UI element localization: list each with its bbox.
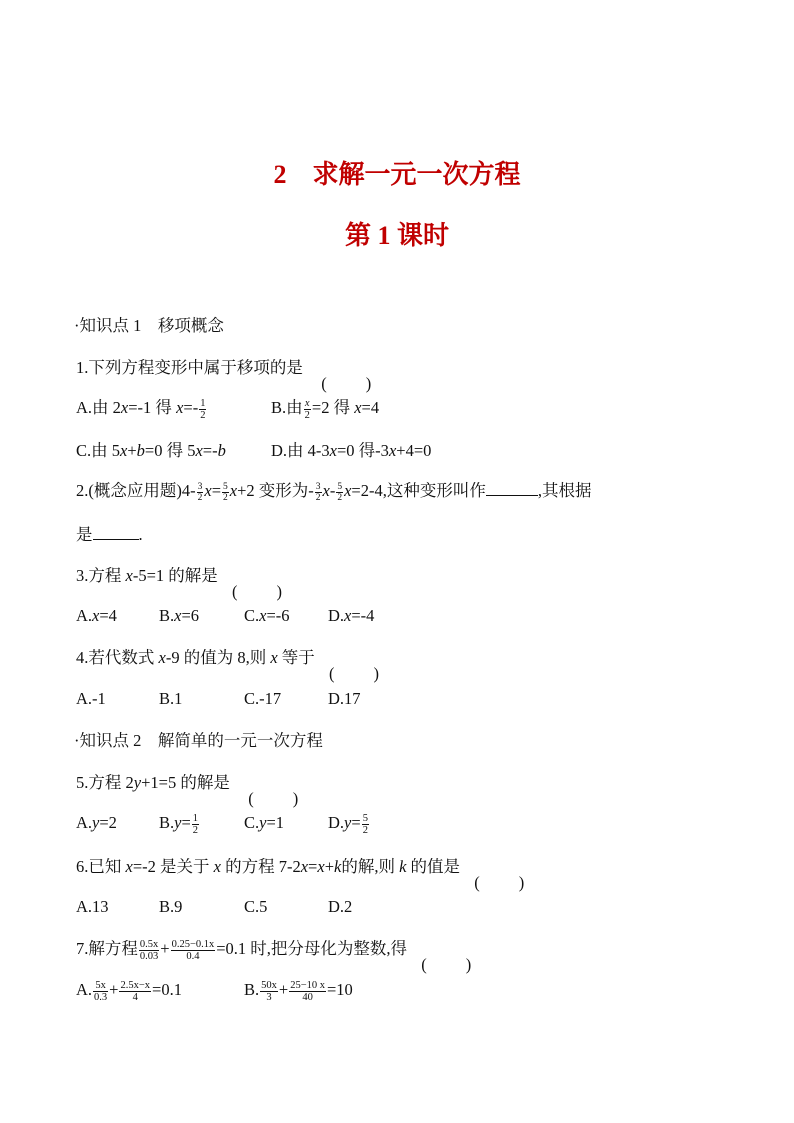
question-3-stem: 3.方程 x-5=1 的解是 (76, 566, 218, 585)
option-a: A.由 2x=-1 得 x=- $\frac{1}{2}$ (76, 397, 206, 421)
fraction: $\frac{2.5x-x}{4}$ (120, 979, 151, 1003)
option-d: D.由 4-3x=0 得-3x+4=0 (271, 441, 432, 460)
fraction: $\frac{1}{2}$ (192, 812, 199, 836)
question-7-options (76, 979, 353, 1003)
fraction: $\frac{x}{2}$ (304, 397, 310, 421)
question-3-options (76, 605, 374, 627)
question-7-stem: 7.解方程 $\frac{0.5x}{0.03}$ + $\frac{0.25-0.1x}{0.4}$ =0.1 时,把分母化为整数,得 (76, 938, 408, 962)
option-a: A.-1 (76, 689, 106, 708)
question-5-stem: 5.方程 2y+1=5 的解是 (76, 773, 230, 792)
fraction: $\frac{3}{2}$ (197, 481, 203, 503)
section-2-heading: ·知识点 2 解简单的一元一次方程 (74, 731, 323, 750)
fraction: $\frac{0.25-0.1x}{0.4}$ (171, 938, 215, 962)
option-d: D.y= $\frac{5}{2}$ (328, 812, 368, 836)
option-a: A.13 (76, 897, 109, 916)
fraction: $\frac{5}{2}$ (337, 481, 343, 503)
page-title (0, 154, 794, 191)
fraction: $\frac{1}{2}$ (200, 397, 206, 421)
answer-blank[interactable] (486, 480, 538, 496)
question-1-stem: 1.下列方程变形中属于移项的是 (76, 358, 303, 377)
fraction: $\frac{3}{2}$ (315, 481, 321, 503)
fraction: $\frac{5}{2}$ (223, 481, 228, 503)
option-b: B. $\frac{50x}{3}$ + $\frac{25-10 x}{40}$ =10 (244, 979, 353, 1003)
question-6-options (76, 896, 352, 918)
question-2-stem: 2.(概念应用题)4- $\frac{3}{2}$ x= $\frac{5}{2}$ x+2 变形为- $\frac{3}{2}$ x- $\frac{5}{2}$ x=2-4,这种变形叫作 ,其根据 (76, 481, 592, 503)
title-text: 求解一元一次方程 (312, 160, 521, 189)
option-d: D.17 (328, 689, 361, 708)
option-b: B.9 (159, 897, 183, 916)
option-c: C.-17 (244, 689, 282, 708)
option-b: B.1 (159, 689, 183, 708)
question-2-line2: 是 . (76, 525, 143, 544)
fraction: $\frac{0.5x}{0.03}$ (139, 938, 159, 962)
fraction: $\frac{50x}{3}$ (261, 979, 277, 1003)
option-c: C.由 5x+b=0 得 5x=-b (76, 441, 226, 460)
page-subtitle: 第 1 课时 (344, 221, 449, 250)
fraction: $\frac{5}{2}$ (362, 812, 368, 836)
section-1-heading: ·知识点 1 移项概念 (74, 316, 224, 335)
option-d: D.2 (328, 897, 353, 916)
title-number: 2 (273, 160, 287, 189)
option-b: B.y= $\frac{1}{2}$ (159, 812, 199, 836)
question-4-options (76, 688, 361, 710)
option-a: A.y=2 (76, 813, 117, 832)
question-4-stem: 4.若代数式 x-9 的值为 8,则 x 等于 (76, 648, 315, 667)
option-b: B.x=6 (159, 606, 200, 625)
fraction: $\frac{25-10 x}{40}$ (290, 979, 325, 1003)
option-a: A.x=4 (76, 606, 117, 625)
question-5-options (76, 812, 370, 836)
answer-blank[interactable] (93, 524, 139, 540)
option-c: C.y=1 (244, 813, 285, 832)
option-c: C.x=-6 (244, 606, 290, 625)
question-6-stem: 6.已知 x=-2 是关于 x 的方程 7-2x=x+k的解,则 k 的值是 (76, 857, 461, 876)
fraction: $\frac{5x}{0.3}$ (94, 979, 108, 1003)
question-1-options-cd (76, 440, 431, 462)
option-a: A. $\frac{5x}{0.3}$ + $\frac{2.5x-x}{4}$ =0.1 (76, 979, 182, 1003)
option-c: C.5 (244, 897, 268, 916)
question-1-options-ab (76, 397, 379, 421)
option-d: D.x=-4 (328, 606, 375, 625)
option-b: B.由 $\frac{x}{2}$ =2 得 x=4 (271, 397, 380, 421)
